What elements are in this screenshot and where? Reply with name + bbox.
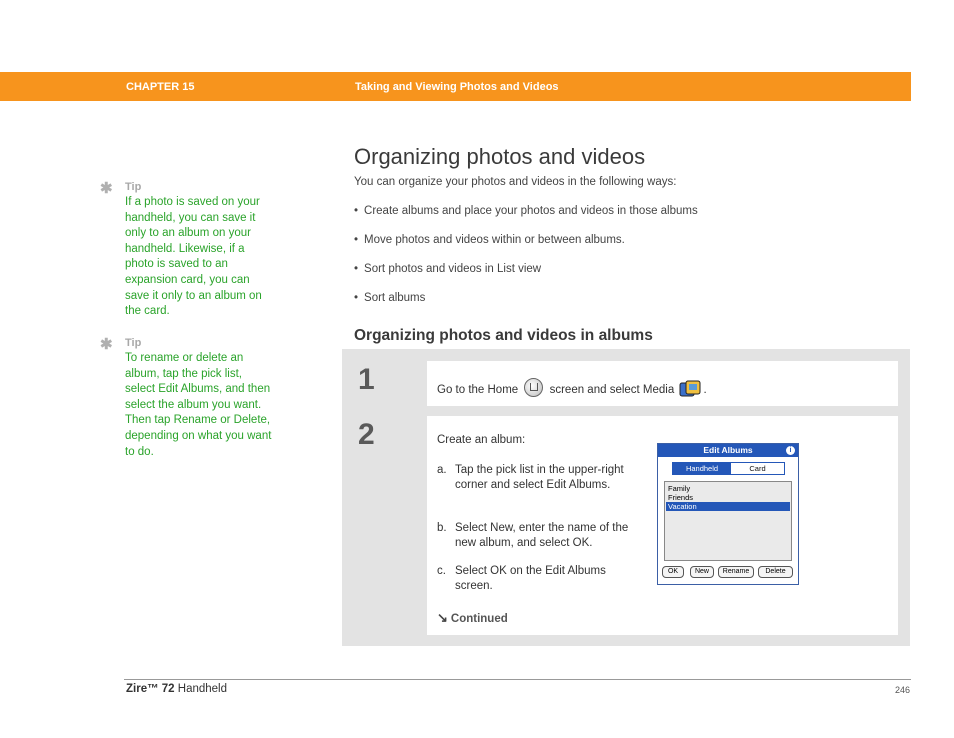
tip-label: Tip <box>125 337 142 349</box>
step-1 <box>353 361 898 406</box>
delete-button[interactable]: Delete <box>758 566 793 578</box>
step-2-lead: Create an album: <box>437 434 526 446</box>
product-suffix: Handheld <box>174 683 228 695</box>
continued-link[interactable] <box>437 610 508 626</box>
tab-handheld[interactable]: Handheld <box>673 463 731 474</box>
tip-star-icon: ✱ <box>100 336 113 353</box>
section-subtitle: Organizing photos and videos in albums <box>354 327 653 344</box>
new-button[interactable]: New <box>690 566 714 578</box>
step-number: 2 <box>358 418 375 451</box>
item-label: a. <box>437 464 447 476</box>
step-2 <box>353 416 898 635</box>
list-item: • Sort photos and videos in List view <box>354 263 542 275</box>
item-label: b. <box>437 522 447 534</box>
intro-text: You can organize your photos and videos in the following ways: <box>354 176 677 188</box>
album-list <box>664 481 792 561</box>
step-number: 1 <box>358 363 375 396</box>
tip-text: If a photo is saved on your handheld, you can save it only to an album on your handheld. Likewise, if a photo is saved to an expansion card, you can save it only to an album on the card. <box>125 196 262 318</box>
media-icon <box>678 379 702 399</box>
album-item-family[interactable]: Family <box>668 484 691 493</box>
tip-text: To rename or delete an album, tap the pick list, select Edit Albums, and then select the album you want. Then tap Rename or Delete, depending on what you want to do. <box>125 352 272 458</box>
arrow-down-right-icon: ↘ <box>437 610 448 625</box>
item-text: Select OK on the Edit Albums screen. <box>455 565 606 592</box>
steps-box <box>342 349 910 646</box>
item-label: c. <box>437 565 446 577</box>
list-item: • Create albums and place your photos and videos in those albums <box>354 205 698 217</box>
ok-button[interactable]: OK <box>662 566 684 578</box>
step-1-text-c: . <box>703 384 707 396</box>
tab-card[interactable]: Card <box>749 464 766 473</box>
continued-label: Continued <box>450 613 508 625</box>
bullet-text: Create albums and place your photos and videos in those albums <box>364 205 698 217</box>
footer-divider <box>124 679 911 680</box>
step-number-cell <box>353 361 427 406</box>
footer-product <box>126 683 227 695</box>
home-icon <box>524 378 543 397</box>
step-1-text-b: screen and select Media <box>549 384 675 396</box>
chapter-title: Taking and Viewing Photos and Videos <box>355 81 559 93</box>
tip-label: Tip <box>125 181 142 193</box>
product-name: Zire™ 72 <box>126 683 175 695</box>
step-content <box>427 361 898 406</box>
list-item: • Move photos and videos within or between albums. <box>354 234 625 246</box>
dialog-title: Edit Albums <box>658 444 798 457</box>
edit-albums-dialog <box>657 443 799 585</box>
list-item: • Sort albums <box>354 292 426 304</box>
rename-button[interactable]: Rename <box>718 566 754 578</box>
chapter-number: CHAPTER 15 <box>126 81 195 93</box>
step-1-text <box>437 378 707 399</box>
step-1-text-a: Go to the Home <box>437 384 519 396</box>
album-item-vacation[interactable]: Vacation <box>666 502 790 511</box>
album-item-friends[interactable]: Friends <box>668 493 694 502</box>
item-text: Tap the pick list in the upper-right corner and select Edit Albums. <box>455 464 624 491</box>
bullet-text: Sort albums <box>364 292 426 304</box>
page-title: Organizing photos and videos <box>354 144 646 169</box>
page-number: 246 <box>895 685 911 695</box>
bullet-text: Move photos and videos within or between albums. <box>364 234 625 246</box>
info-icon[interactable]: i <box>786 446 795 455</box>
step-number-cell <box>353 416 427 635</box>
item-text: Select New, enter the name of the new album, and select OK. <box>455 522 629 549</box>
location-tabs <box>672 462 785 475</box>
bullet-text: Sort photos and videos in List view <box>364 263 542 275</box>
tip-star-icon: ✱ <box>100 180 113 197</box>
